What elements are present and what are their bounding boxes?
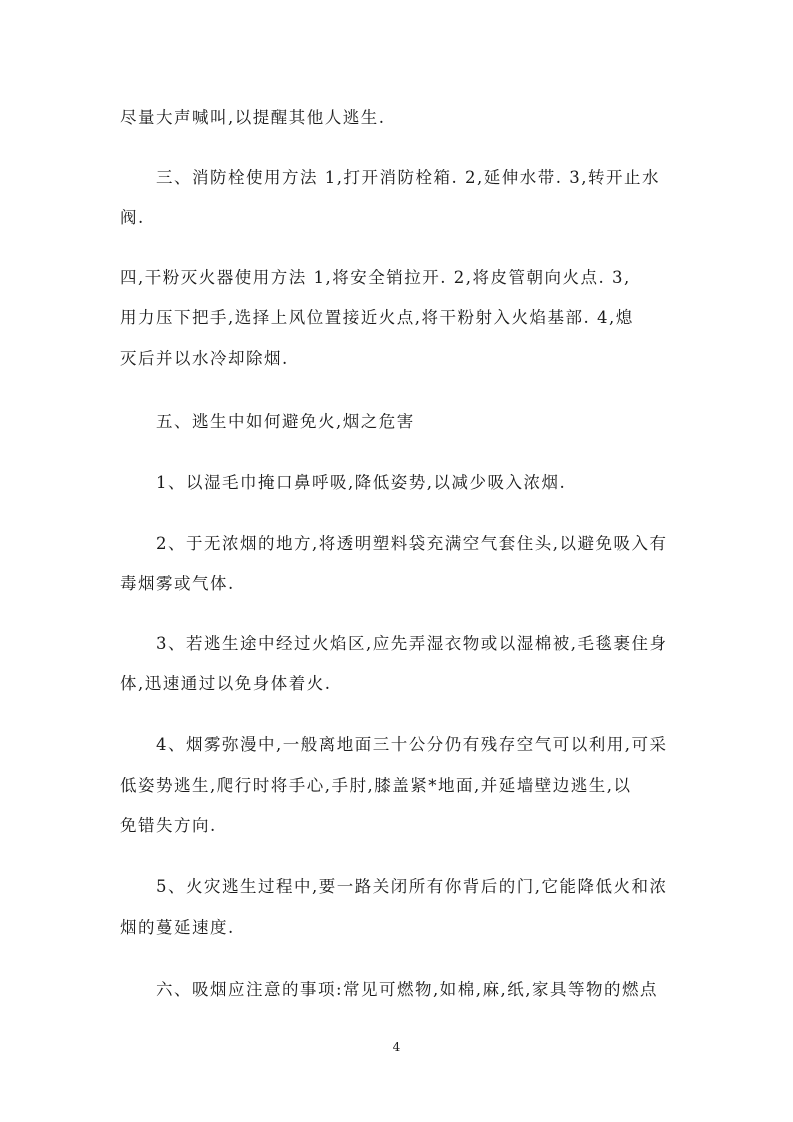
text-line: 2、于无浓烟的地方,将透明塑料袋充满空气套住头,以避免吸入有 bbox=[120, 534, 668, 553]
section-heading: 六、吸烟应注意的事项:常见可燃物,如棉,麻,纸,家具等物的燃点 bbox=[120, 980, 659, 999]
section-heading: 五、逃生中如何避免火,烟之危害 bbox=[120, 412, 415, 431]
text-line: 用力压下把手,选择上风位置接近火点,将干粉射入火焰基部. 4,熄 bbox=[120, 308, 634, 327]
text-line: 毒烟雾或气体. bbox=[120, 574, 235, 593]
text-line: 免错失方向. bbox=[120, 816, 217, 835]
text-line: 阀. bbox=[120, 208, 145, 227]
text-line: 体,迅速通过以免身体着火. bbox=[120, 674, 332, 693]
text-line: 5、火灾逃生过程中,要一路关闭所有你背后的门,它能降低火和浓 bbox=[120, 877, 668, 896]
page-number: 4 bbox=[392, 1040, 401, 1054]
text-line: 4、烟雾弥漫中,一般离地面三十公分仍有残存空气可以利用,可采 bbox=[120, 735, 668, 754]
text-line: 尽量大声喊叫,以提醒其他人逃生. bbox=[120, 108, 386, 127]
text-line: 三、消防栓使用方法 1,打开消防栓箱. 2,延伸水带. 3,转开止水 bbox=[120, 168, 660, 187]
text-line: 3、若逃生途中经过火焰区,应先弄湿衣物或以湿棉被,毛毯裹住身 bbox=[120, 634, 668, 653]
text-line: 1、以湿毛巾掩口鼻呼吸,降低姿势,以减少吸入浓烟. bbox=[120, 473, 567, 492]
text-line: 低姿势逃生,爬行时将手心,手肘,膝盖紧*地面,并延墙壁边逃生,以 bbox=[120, 776, 632, 795]
text-line: 灭后并以水冷却除烟. bbox=[120, 349, 289, 368]
text-line: 烟的蔓延速度. bbox=[120, 918, 235, 937]
text-line: 四,干粉灭火器使用方法 1,将安全销拉开. 2,将皮管朝向火点. 3, bbox=[120, 268, 631, 287]
